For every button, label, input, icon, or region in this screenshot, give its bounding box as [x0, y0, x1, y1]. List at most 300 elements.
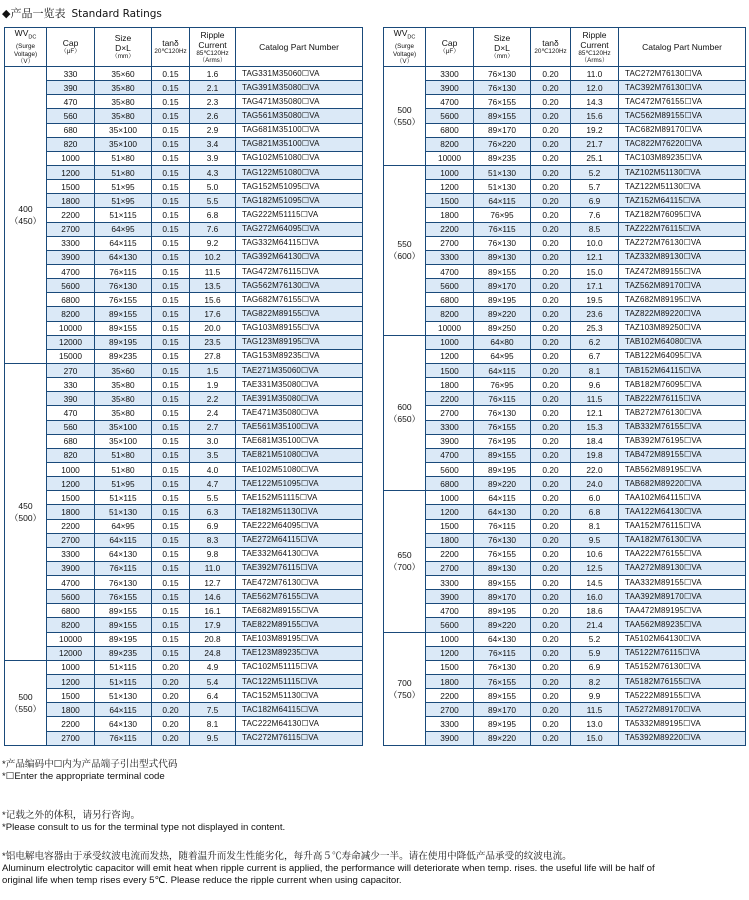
ripple-cell: 12.0: [571, 81, 619, 95]
part-number-cell: TAA472M89195☐VA: [619, 604, 746, 618]
ripple-cell: 1.9: [190, 378, 236, 392]
ripple-cell: 9.5: [190, 731, 236, 745]
size-cell: 89×155: [95, 618, 152, 632]
wv-surge: (Surge: [16, 43, 35, 51]
part-number-cell: TA5222M89155☐VA: [619, 689, 746, 703]
size-cell: 51×130: [95, 505, 152, 519]
cap-cell: 1200: [426, 349, 474, 363]
cap-cell: 2700: [47, 731, 95, 745]
table-row: [384, 434, 746, 448]
table-row: [384, 547, 746, 561]
size-cell: 64×95: [95, 222, 152, 236]
tan-cell: 0.20: [531, 180, 571, 194]
ripple-cell: 11.5: [571, 703, 619, 717]
table-row: [384, 731, 746, 745]
ripple-cell: 6.9: [190, 519, 236, 533]
table-row: [5, 250, 363, 264]
cap-cell: 2700: [47, 222, 95, 236]
wv-surge: (Surge: [395, 43, 414, 51]
tan-cell: 0.15: [152, 194, 190, 208]
rated-voltage: 550: [397, 239, 412, 250]
cap-cell: 8200: [426, 137, 474, 151]
tan-cell: 0.15: [152, 533, 190, 547]
tan-cell: 0.15: [152, 307, 190, 321]
ripple-cell: 3.9: [190, 151, 236, 165]
cap-cell: 10000: [47, 632, 95, 646]
ripple-cell: 4.9: [190, 660, 236, 674]
cap-cell: 270: [47, 363, 95, 377]
part-number-cell: TAG122M51080☐VA: [236, 165, 363, 179]
ripple-cell: 2.1: [190, 81, 236, 95]
size-cell: 89×220: [474, 477, 531, 491]
size-cell: 76×155: [474, 95, 531, 109]
part-number-cell: TAG331M35060☐VA: [236, 67, 363, 81]
part-number-cell: TA5392M89220☐VA: [619, 731, 746, 745]
ripple-cell: 17.9: [190, 618, 236, 632]
size-cell: 76×130: [474, 67, 531, 81]
part-number-cell: TAC562M89155☐VA: [619, 109, 746, 123]
table-row: [384, 618, 746, 632]
cap-cell: 560: [47, 420, 95, 434]
table-header: [384, 28, 746, 67]
ripple-cell: 13.5: [190, 279, 236, 293]
table-row: [384, 533, 746, 547]
ripple-cell: 15.0: [571, 264, 619, 278]
tan-cell: 0.20: [531, 109, 571, 123]
size-cell: 76×115: [95, 264, 152, 278]
part-number-cell: TAA392M89170☐VA: [619, 590, 746, 604]
table-row: [5, 109, 363, 123]
part-number-cell: TAA332M89155☐VA: [619, 576, 746, 590]
size-cell: 89×195: [95, 335, 152, 349]
size-cell: 51×130: [95, 689, 152, 703]
ripple-cell: 5.7: [571, 180, 619, 194]
cap-cell: 5600: [426, 618, 474, 632]
ripple-cell: 11.5: [190, 264, 236, 278]
size-cell: 35×80: [95, 392, 152, 406]
size-cell: 76×115: [95, 561, 152, 575]
tan-cell: 0.15: [152, 363, 190, 377]
tan-cell: 0.20: [531, 462, 571, 476]
cap-cell: 8200: [47, 307, 95, 321]
tan-cell: 0.20: [531, 477, 571, 491]
table-row: [5, 703, 363, 717]
part-number-cell: TAZ562M89170☐VA: [619, 279, 746, 293]
tan-cell: 0.15: [152, 576, 190, 590]
size-cell: 64×115: [474, 363, 531, 377]
tan-cell: 0.15: [152, 448, 190, 462]
size-cell: 64×80: [474, 335, 531, 349]
tan-cell: 0.20: [531, 151, 571, 165]
cap-cell: 10000: [426, 151, 474, 165]
col-ripple: [571, 28, 619, 67]
table-row: [5, 293, 363, 307]
part-number-cell: TAE122M51095☐VA: [236, 477, 363, 491]
voltage-group-cell: [5, 363, 47, 660]
cap-cell: 2700: [426, 236, 474, 250]
tan-cell: 0.20: [531, 250, 571, 264]
table-row: [5, 448, 363, 462]
size-cell: 51×80: [95, 151, 152, 165]
ripple-cell: 21.4: [571, 618, 619, 632]
cap-cell: 5600: [47, 590, 95, 604]
size-cell: 89×170: [474, 123, 531, 137]
cap-cell: 1800: [47, 194, 95, 208]
table-row: [384, 109, 746, 123]
cap-cell: 1500: [426, 519, 474, 533]
part-number-cell: TAE822M89155☐VA: [236, 618, 363, 632]
cap-cell: 10000: [47, 321, 95, 335]
cap-cell: 1000: [426, 491, 474, 505]
tan-cell: 0.15: [152, 335, 190, 349]
part-number-cell: TAA182M76130☐VA: [619, 533, 746, 547]
size-cell: 64×95: [474, 349, 531, 363]
table-row: [5, 67, 363, 81]
table-row: [5, 95, 363, 109]
ripple-cell: 19.5: [571, 293, 619, 307]
size-cell: 51×130: [474, 180, 531, 194]
part-number-cell: TAC472M76155☐VA: [619, 95, 746, 109]
cap-cell: 3300: [47, 236, 95, 250]
table-row: [384, 123, 746, 137]
part-number-cell: TAE331M35080☐VA: [236, 378, 363, 392]
cap-cell: 8200: [426, 307, 474, 321]
tan-cell: 0.20: [531, 448, 571, 462]
tan-label: tanδ: [542, 38, 559, 49]
tan-cell: 0.20: [531, 95, 571, 109]
size-cell: 89×155: [95, 307, 152, 321]
size-dims: D×L: [115, 43, 131, 54]
size-cell: 76×115: [474, 519, 531, 533]
cap-cell: 1800: [426, 208, 474, 222]
part-number-cell: TAE271M35060☐VA: [236, 363, 363, 377]
size-cell: 76×195: [474, 434, 531, 448]
size-cell: 89×155: [474, 576, 531, 590]
cap-cell: 1500: [426, 194, 474, 208]
cap-cell: 6800: [47, 293, 95, 307]
tan-cell: 0.15: [152, 123, 190, 137]
cap-cell: 2200: [47, 519, 95, 533]
part-number-cell: TAE561M35100☐VA: [236, 420, 363, 434]
size-cell: 35×100: [95, 137, 152, 151]
tan-cell: 0.15: [152, 165, 190, 179]
tan-cell: 0.20: [531, 349, 571, 363]
part-number-cell: TAG182M51095☐VA: [236, 194, 363, 208]
table-row: [5, 533, 363, 547]
table-row: [5, 335, 363, 349]
size-cell: 89×195: [95, 632, 152, 646]
tan-cell: 0.20: [152, 731, 190, 745]
size-cell: 89×155: [474, 264, 531, 278]
table-row: [5, 81, 363, 95]
surge-voltage: （500）: [9, 512, 42, 523]
diamond-bullet-icon: ◆: [2, 7, 11, 20]
part-number-cell: TAA562M89235☐VA: [619, 618, 746, 632]
tan-cell: 0.20: [531, 618, 571, 632]
tan-cell: 0.20: [531, 576, 571, 590]
size-unit: （mm）: [111, 53, 135, 61]
ripple-cell: 3.0: [190, 434, 236, 448]
ripple-cell: 12.5: [571, 561, 619, 575]
part-number-cell: TAC822M76220☐VA: [619, 137, 746, 151]
part-number-cell: TAG123M89195☐VA: [236, 335, 363, 349]
tan-cell: 0.15: [152, 378, 190, 392]
table-row: [384, 675, 746, 689]
part-number-cell: TAZ122M51130☐VA: [619, 180, 746, 194]
table-row: [384, 180, 746, 194]
size-cell: 89×235: [95, 349, 152, 363]
table-row: [384, 208, 746, 222]
cap-cell: 390: [47, 392, 95, 406]
table-row: [384, 604, 746, 618]
cap-cell: 1000: [426, 632, 474, 646]
voltage-group-cell: [384, 335, 426, 491]
ripple-cell: 18.4: [571, 434, 619, 448]
part-number-cell: TAB392M76195☐VA: [619, 434, 746, 448]
part-number-cell: TA5332M89195☐VA: [619, 717, 746, 731]
cap-cell: 12000: [47, 335, 95, 349]
tan-cell: 0.15: [152, 434, 190, 448]
tan-cell: 0.15: [152, 208, 190, 222]
tan-cell: 0.20: [531, 392, 571, 406]
size-cell: 35×80: [95, 95, 152, 109]
ripple-cell: 6.7: [571, 349, 619, 363]
cap-cell: 1500: [426, 660, 474, 674]
cap-cell: 4700: [426, 264, 474, 278]
tan-cell: 0.20: [531, 123, 571, 137]
table-row: [5, 264, 363, 278]
size-cell: 64×115: [474, 491, 531, 505]
part-number-cell: TAG472M76115☐VA: [236, 264, 363, 278]
part-number-cell: TAG682M76155☐VA: [236, 293, 363, 307]
part-number-cell: TAB332M76155☐VA: [619, 420, 746, 434]
tan-cell: 0.20: [152, 660, 190, 674]
ripple-cell: 5.2: [571, 632, 619, 646]
tan-cell: 0.15: [152, 420, 190, 434]
cap-cell: 15000: [47, 349, 95, 363]
part-number-cell: TAE682M89155☐VA: [236, 604, 363, 618]
table-row: [5, 646, 363, 660]
tan-cell: 0.20: [531, 689, 571, 703]
table-row: [5, 731, 363, 745]
ripple-cell: 14.5: [571, 576, 619, 590]
cap-cell: 680: [47, 123, 95, 137]
table-row: [384, 505, 746, 519]
tan-cell: 0.15: [152, 264, 190, 278]
cap-cell: 1500: [426, 363, 474, 377]
ripple-cell: 6.8: [571, 505, 619, 519]
ripple-label-2: Current: [580, 39, 609, 50]
ripple-cell: 6.4: [190, 689, 236, 703]
table-row: [384, 406, 746, 420]
size-cell: 64×115: [95, 703, 152, 717]
part-number-cell: TAB182M76095☐VA: [619, 378, 746, 392]
tan-cell: 0.15: [152, 137, 190, 151]
size-cell: 51×80: [95, 448, 152, 462]
ripple-cell: 4.7: [190, 477, 236, 491]
part-number-cell: TAE152M51115☐VA: [236, 491, 363, 505]
cap-cell: 1800: [426, 378, 474, 392]
tan-cell: 0.20: [531, 321, 571, 335]
ripple-cell: 19.8: [571, 448, 619, 462]
part-number-cell: TAB562M89195☐VA: [619, 462, 746, 476]
rated-voltage: 500: [18, 691, 33, 702]
table-row: [384, 462, 746, 476]
cap-label: Cap: [441, 38, 458, 49]
tan-cell: 0.15: [152, 67, 190, 81]
tan-cell: 0.15: [152, 505, 190, 519]
ripple-cell: 8.5: [571, 222, 619, 236]
note-ripple-zh: *铝电解电容器由于承受纹波电流而发热，随着温升而发生性能劣化，每升高５℃寿命减少一半。请在使用中降低产品承受的纹波电流。: [2, 851, 572, 862]
header-row: [5, 28, 363, 67]
table-row: [5, 349, 363, 363]
ripple-cell: 5.2: [571, 165, 619, 179]
part-number-cell: TAC152M51130☐VA: [236, 689, 363, 703]
part-number-cell: TAE102M51080☐VA: [236, 462, 363, 476]
table-row: [5, 519, 363, 533]
part-number-cell: TAG222M51115☐VA: [236, 208, 363, 222]
ripple-cell: 6.9: [571, 660, 619, 674]
wv-subscript: DC: [28, 35, 37, 42]
size-cell: 76×130: [474, 533, 531, 547]
ripple-cell: 23.5: [190, 335, 236, 349]
cap-cell: 3900: [47, 561, 95, 575]
cap-cell: 3900: [426, 81, 474, 95]
wv-voltage: Voltage): [13, 50, 38, 58]
ripple-cell: 2.3: [190, 95, 236, 109]
part-number-cell: TAE222M64095☐VA: [236, 519, 363, 533]
wv-label: [5, 28, 46, 43]
part-number-cell: TAZ102M51130☐VA: [619, 165, 746, 179]
table-row: [5, 604, 363, 618]
part-number-cell: TAC102M51115☐VA: [236, 660, 363, 674]
ripple-cell: 7.5: [190, 703, 236, 717]
size-cell: 89×155: [95, 321, 152, 335]
ripple-cell: 6.2: [571, 335, 619, 349]
table-row: [5, 321, 363, 335]
cap-cell: 1800: [47, 505, 95, 519]
part-number-cell: TAC682M89170☐VA: [619, 123, 746, 137]
part-number-cell: TAB122M64095☐VA: [619, 349, 746, 363]
part-number-cell: TAA272M89130☐VA: [619, 561, 746, 575]
cap-cell: 390: [47, 81, 95, 95]
part-number-cell: TAE681M35100☐VA: [236, 434, 363, 448]
table-row: [5, 406, 363, 420]
ripple-cell: 1.6: [190, 67, 236, 81]
part-number-cell: TAB152M64115☐VA: [619, 363, 746, 377]
note-consult-en: *Please consult to us for the terminal type not displayed in content.: [2, 822, 286, 833]
part-number-cell: TAG272M64095☐VA: [236, 222, 363, 236]
size-cell: 51×115: [95, 675, 152, 689]
wv-text: WV: [393, 28, 408, 39]
ripple-cell: 27.8: [190, 349, 236, 363]
ripple-cell: 8.3: [190, 533, 236, 547]
tan-cell: 0.20: [531, 335, 571, 349]
tan-cell: 0.20: [531, 604, 571, 618]
part-number-cell: TAZ822M89220☐VA: [619, 307, 746, 321]
part-number-cell: TA5122M76115☐VA: [619, 646, 746, 660]
size-cell: 76×130: [95, 279, 152, 293]
tan-cond: 20℃120Hz: [154, 48, 187, 56]
cap-cell: 4700: [426, 604, 474, 618]
table-row: [5, 632, 363, 646]
part-number-cell: TAC272M76115☐VA: [236, 731, 363, 745]
tan-cell: 0.15: [152, 151, 190, 165]
col-wv: [384, 28, 426, 67]
ripple-cell: 9.5: [571, 533, 619, 547]
ripple-cell: 21.7: [571, 137, 619, 151]
ripple-cell: 19.2: [571, 123, 619, 137]
part-number-cell: TAG562M76130☐VA: [236, 279, 363, 293]
size-cell: 35×80: [95, 81, 152, 95]
size-cell: 64×115: [95, 533, 152, 547]
wv-label: [384, 28, 425, 43]
col-tan: [152, 28, 190, 67]
tan-cell: 0.15: [152, 250, 190, 264]
ripple-cell: 20.8: [190, 632, 236, 646]
size-cell: 89×155: [95, 604, 152, 618]
wv-unit: （V）: [17, 58, 34, 66]
table-row: [384, 392, 746, 406]
size-cell: 35×60: [95, 363, 152, 377]
size-cell: 76×220: [474, 137, 531, 151]
table-row: [384, 378, 746, 392]
tan-cell: 0.20: [531, 547, 571, 561]
part-number-cell: TAE472M76130☐VA: [236, 576, 363, 590]
table-row: [384, 363, 746, 377]
ripple-cell: 15.3: [571, 420, 619, 434]
size-cell: 89×220: [474, 731, 531, 745]
col-cap: [47, 28, 95, 67]
tan-cell: 0.15: [152, 180, 190, 194]
tan-cell: 0.20: [531, 307, 571, 321]
table-row: [5, 689, 363, 703]
table-row: [5, 222, 363, 236]
surge-voltage: （700）: [388, 562, 421, 573]
size-cell: 51×115: [95, 208, 152, 222]
rated-voltage: 450: [18, 500, 33, 511]
tan-cond: 20℃120Hz: [534, 48, 567, 56]
cap-cell: 1000: [47, 660, 95, 674]
cap-cell: 2200: [426, 689, 474, 703]
cap-cell: 2200: [47, 208, 95, 222]
cap-cell: 1000: [47, 462, 95, 476]
cap-cell: 3300: [426, 67, 474, 81]
part-number-cell: TAB472M89155☐VA: [619, 448, 746, 462]
table-row: [384, 236, 746, 250]
part-number-cell: TAZ472M89155☐VA: [619, 264, 746, 278]
size-cell: 89×220: [474, 618, 531, 632]
size-cell: 76×130: [95, 576, 152, 590]
cap-cell: 3900: [426, 590, 474, 604]
table-row: [5, 151, 363, 165]
cap-cell: 330: [47, 67, 95, 81]
table-row: [384, 519, 746, 533]
ripple-cell: 2.7: [190, 420, 236, 434]
table-row: [384, 222, 746, 236]
cap-cell: 1800: [47, 703, 95, 717]
ratings-table-left: [4, 27, 363, 746]
part-number-cell: TAE471M35080☐VA: [236, 406, 363, 420]
table-row: [384, 95, 746, 109]
tan-cell: 0.15: [152, 236, 190, 250]
col-ripple: [190, 28, 236, 67]
size-cell: 76×155: [474, 547, 531, 561]
cap-cell: 3300: [426, 250, 474, 264]
tan-cell: 0.20: [152, 689, 190, 703]
size-dims: D×L: [494, 43, 510, 54]
size-cell: 35×80: [95, 378, 152, 392]
